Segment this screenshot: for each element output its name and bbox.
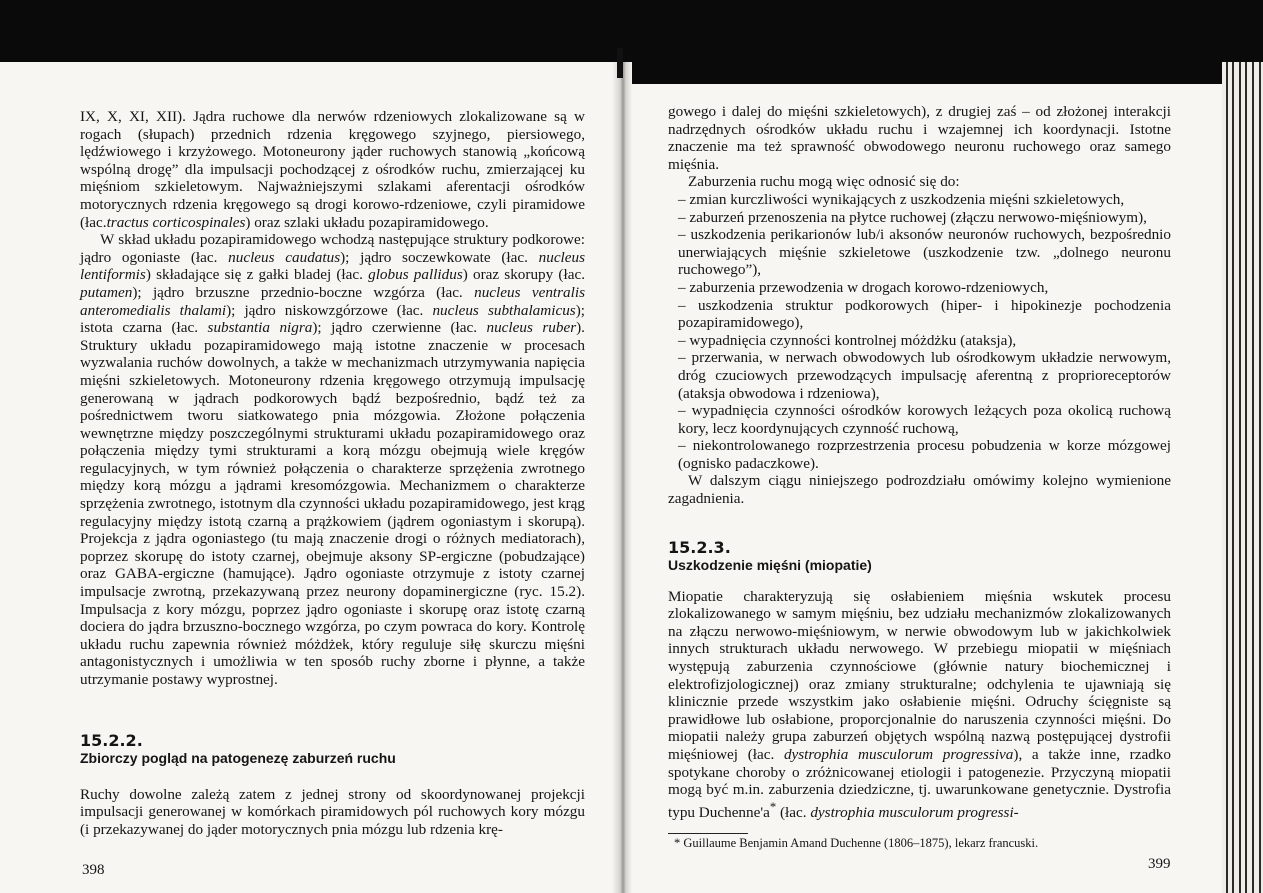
section-title: Uszkodzenie mięśni (miopatie) [668, 556, 872, 573]
section-number: 15.2.3. [668, 537, 731, 557]
footnote-rule [668, 833, 748, 834]
paragraph: W dalszym ciągu niniejszego podrozdziału omówimy kolejno wymienione zagadnienia. [668, 472, 1171, 508]
paragraph: Zaburzenia ruchu mogą więc odnosić się do: [688, 173, 960, 191]
page-edges [1222, 62, 1263, 893]
list-item: – wypadnięcia czynności ośrodków korowych leżących poza okolicą ruchową kory, lecz koordynujących czynność ruchową, [678, 402, 1171, 437]
right-page [668, 103, 1171, 851]
section-title: Zbiorczy pogląd na patogenezę zaburzeń ruchu [80, 749, 396, 766]
spine-mark [617, 48, 623, 78]
list-item: – zaburzeń przenoszenia na płytce ruchowej (złączu nerwowo-mięśniowym), [678, 208, 1147, 226]
paragraph: W skład układu pozapiramidowego wchodzą następujące struktury podkorowe: jądro ogoniaste (łac. nucleus caudatus); jądro soczewkowate (łac. nucleus lentiformis) składające się z gałki bladej (łac. globus pallidus) oraz skorupy (łac. putamen); jądro brzuszne przednio-boczne wzgórza (łac. nucleus ventralis anteromedialis thalami); jądro niskowzgórzowe (łac. nucleus subthalamicus); istota czarna (łac. substantia nigra); jądro czerwienne (łac. nucleus ruber). Struktury układu pozapiramidowego mają istotne znaczenie w procesach wyzwalania ruchów dowolnych, a także w mechanizmach utrzymywania napięcia mięśni szkieletowych. Motoneurony rdzenia kręgowego otrzymują impulsację generowaną w jądrach podkorowych bądź bezpośrednio, bądź też za pośrednictwem tworu siatkowatego pnia mózgowia. Złożone połączenia wewnętrzne między poszczególnymi strukturami układu pozapiramidowego oraz połączenia między tymi strukturami a korą mózgu obejmują wiele kręgów regulacyjnych, w tym również połączenia o charakterze sprzężenia zwrotnego między korą mózgu a jądrami kresomózgowia. Mechanizmem o charakterze sprzężenia zwrotnego, istotnym dla czynności układu pozapiramidowego, jest krąg regulacyjny między istotą czarną a prążkowiem (jądrem ogoniastym i skorupą). Projekcja z jądra ogoniastego (tu mają znaczenie drogi o różnych mediatorach), poprzez skorupę do istoty czarnej, obejmuje aksony SP-ergiczne (pobudzające) oraz GABA-ergiczne (hamujące). Jądro ogoniaste otrzymuje z istoty czarnej impulsacje zwrotną, przekazywaną przez neurony dopaminergiczne (ryc. 15.2). Impulsacja z kory mózgu, poprzez jądro ogoniaste i skorupę oraz istotę czarną dociera do jądra brzuszno-bocznego wzgórza, po czym powraca do kory. Kontrolę układu ruchu zapewnia również móżdżek, który reguluje siłę skurczu mięśni antagonistycznych i umożliwia w ten sposób ruchy zborne i płynne, a także utrzymanie postawy wyprostnej. [80, 231, 586, 688]
paragraph: Ruchy dowolne zależą zatem z jednej strony od skoordynowanej projekcji impulsacji generowanej w komórkach piramidowych pól ruchowych kory mózgu (i przekazywanej do jąder motorycznych pnia mózgu lub rdzenia krę- [80, 785, 585, 838]
section-number: 15.2.2. [80, 730, 143, 750]
list-item: – uszkodzenia perikarionów lub/i aksonów neuronów ruchowych, bezpośrednio unerwiających mięśnie szkieletowe (uszkodzenie tzw. „dolnego neuronu ruchowego”), [678, 226, 1171, 279]
list-item: – zmian kurczliwości wynikających z uszkodzenia mięśni szkieletowych, [678, 190, 1125, 208]
list-item: – zaburzenia przewodzenia w drogach korowo-rdzeniowych, [678, 278, 1049, 296]
list-item: – przerwania, w nerwach obwodowych lub ośrodkowym układzie nerwowym, dróg czuciowych przewodzących impulsację aferentną z proprioreceptorów (ataksja obwodowa i rdzeniowa), [678, 349, 1171, 402]
paragraph: gowego i dalej do mięśni szkieletowych), z drugiej zaś – od złożonej interakcji nadrzędnych ośrodków układu ruchu i wzajemnej ich koordynacji. Istotne znaczenie ma też sprawność obwodowego neuronu ruchowego oraz samego mięśnia. [668, 103, 1171, 173]
book-spine [612, 62, 632, 893]
left-page [80, 108, 585, 838]
list-item: – uszkodzenia struktur podkorowych (hiper- i hipokinezje pochodzenia pozapiramidowego), [678, 296, 1171, 332]
page-number: 398 [82, 862, 105, 878]
footnote: * Guillaume Benjamin Amand Duchenne (1806–1875), lekarz francuski. [674, 836, 1039, 851]
paragraph: IX, X, XI, XII). Jądra ruchowe dla nerwów rdzeniowych zlokalizowane są w rogach (słupach) przednich rdzenia kręgowego szyjnego, piersiowego, lędźwiowego i krzyżowego. Motoneurony jąder ruchowych stanowią „końcową wspólną drogę” dla impulsacji pochodzącej z ośrodków ruchu, zmierzającej ku mięśniom szkieletowym. Najważniejszymi szlakami aferentacji ośrodków motorycznych rdzenia kręgowego są drogi korowo-rdzeniowe, czyli piramidowe (łac.tractus corticospinales) oraz szlaki układu pozapiramidowego. [80, 108, 585, 231]
scan-top-shadow-right [622, 0, 1263, 84]
list-item: – wypadnięcia czynności kontrolnej móżdżku (ataksja), [678, 331, 1017, 349]
page-number: 399 [1148, 856, 1171, 872]
paragraph: Miopatie charakteryzują się osłabieniem mięśnia wskutek procesu zlokalizowanego w samym mięśniu, bez udziału mechanizmów zlokalizowanych na złączu nerwowo-mięśniowym, w nerwie obwodowym lub w jakichkolwiek innych strukturach układu nerwowego. W przebiegu miopatii w mięśniach występują zaburzenia czynnościowe (głównie natury biochemicznej i elektrofizjologicznej) oraz zmiany strukturalne; odchylenia te ujawniają się klinicznie przede wszystkim jako osłabienie mięśni. Odruchy ścięgniste są prawidłowe lub osłabione, proporcjonalnie do naruszenia czynności mięśni. Do miopatii należy grupa zaburzeń objętych wspólną nazwą postępującej dystrofii mięśniowej (łac. dystrophia musculorum progressiva), a także inne, rzadko spotykane choroby o zróżnicowanej etiologii i patogenezie. Przyczyną miopatii mogą być m.in. zaburzenia dziedziczne, tj. uwarunkowane genetycznie. Dystrofia typu Duchenne'a* (łac. dystrophia musculorum progressi- [668, 587, 1171, 821]
list-item: – niekontrolowanego rozprzestrzenia procesu pobudzenia w korze mózgowej (ognisko padaczkowe). [678, 437, 1171, 472]
